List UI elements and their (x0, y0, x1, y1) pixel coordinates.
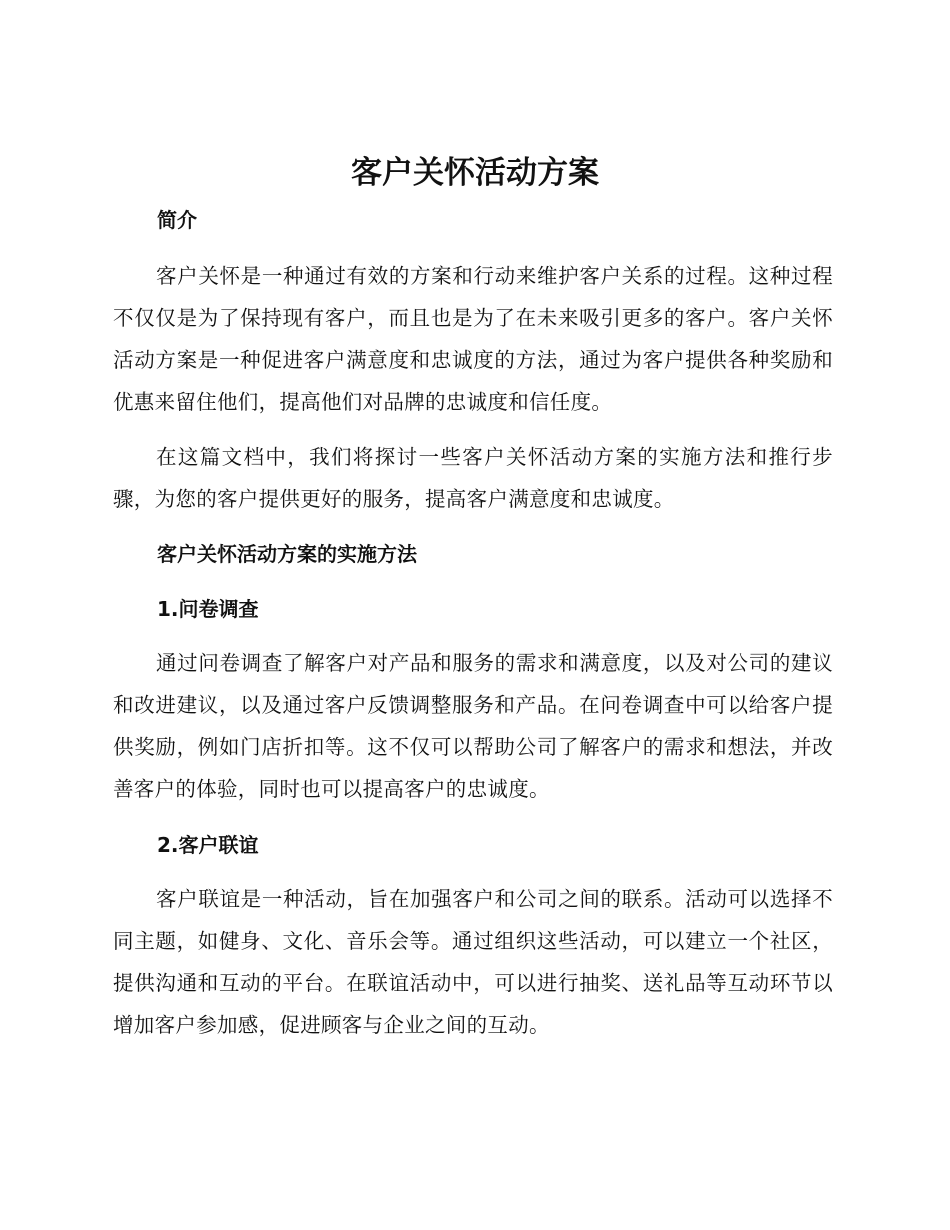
social-paragraph: 客户联谊是一种活动，旨在加强客户和公司之间的联系。活动可以选择不同主题，如健身、文化、音乐会等。通过组织这些活动，可以建立一个社区，提供沟通和互动的平台。在联谊活动中，可以进行抽奖、送礼品等互动环节以增加客户参加感，促进顾客与企业之间的互动。 (113, 887, 833, 1037)
social-heading: 2.客户联谊 (157, 833, 259, 857)
survey-paragraph: 通过问卷调查了解客户对产品和服务的需求和满意度，以及对公司的建议和改进建议，以及通过客户反馈调整服务和产品。在问卷调查中可以给客户提供奖励，例如门店折扣等。这不仅可以帮助公司了解客户的需求和想法，并改善客户的体验，同时也可以提高客户的忠诚度。 (113, 651, 833, 801)
intro-paragraph-1: 客户关怀是一种通过有效的方案和行动来维护客户关系的过程。这种过程不仅仅是为了保持现有客户，而且也是为了在未来吸引更多的客户。客户关怀活动方案是一种促进客户满意度和忠诚度的方法，通过为客户提供各种奖励和优惠来留住他们，提高他们对品牌的忠诚度和信任度。 (113, 264, 833, 414)
intro-paragraph-2: 在这篇文档中，我们将探讨一些客户关怀活动方案的实施方法和推行步骤，为您的客户提供更好的服务，提高客户满意度和忠诚度。 (113, 445, 833, 511)
survey-heading: 1.问卷调查 (157, 597, 259, 621)
page-title: 客户关怀活动方案 (351, 155, 599, 191)
methods-heading: 客户关怀活动方案的实施方法 (157, 542, 417, 566)
intro-heading: 简介 (157, 208, 197, 232)
